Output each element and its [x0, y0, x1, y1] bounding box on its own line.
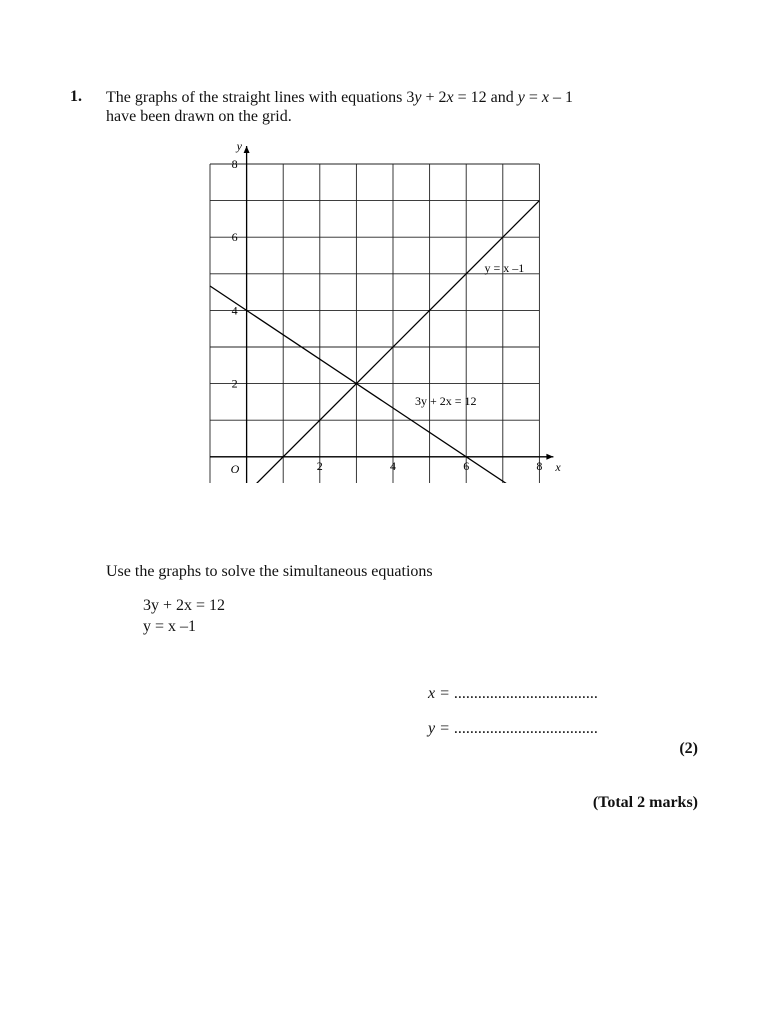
- answer-y-label: y =: [428, 720, 454, 737]
- x-tick-label: 8: [536, 458, 543, 473]
- equation-1: 3y + 2x = 12: [143, 597, 226, 614]
- x-tick-label: 4: [390, 458, 396, 473]
- x-tick-label: 6: [463, 458, 470, 473]
- question-number: 1.: [70, 88, 82, 105]
- x-axis-label: x: [555, 459, 561, 474]
- x-tick-label: 2: [316, 458, 323, 473]
- instructions: Use the graphs to solve the simultaneous equations: [106, 563, 433, 580]
- series-label-3y-plus-2x: 3y + 2x = 12: [414, 393, 477, 408]
- series-label-y-equals-x-minus-1: y = x –1: [484, 260, 525, 275]
- answer-y-blank[interactable]: ....................................: [453, 720, 598, 737]
- equation-2: y = x –1: [143, 618, 197, 635]
- part-marks: (2): [679, 740, 698, 757]
- line-graph: [200, 138, 570, 483]
- y-tick-label: 6: [231, 230, 238, 245]
- line-3y-plus-2x-equals-12: [210, 286, 521, 483]
- answer-y[interactable]: [428, 720, 598, 738]
- answer-x-label: x =: [428, 685, 454, 702]
- y-axis-label: y: [236, 139, 242, 153]
- y-tick-label: 8: [231, 157, 238, 171]
- answer-x-blank[interactable]: ....................................: [453, 685, 598, 702]
- question-text-line2: have been drawn on the grid.: [106, 108, 292, 125]
- x-axis-arrow: [546, 454, 553, 460]
- question-text: The graphs of the straight lines with equations 3y + 2x = 12 and y = x – 1 have been drawn on the grid.: [106, 89, 574, 125]
- answer-x[interactable]: [428, 685, 598, 703]
- total-marks: (Total 2 marks): [592, 794, 698, 811]
- y-tick-label: 4: [231, 303, 238, 318]
- y-tick-label: 2: [231, 376, 238, 391]
- origin-label: O: [230, 461, 240, 476]
- y-axis-arrow: [244, 146, 250, 153]
